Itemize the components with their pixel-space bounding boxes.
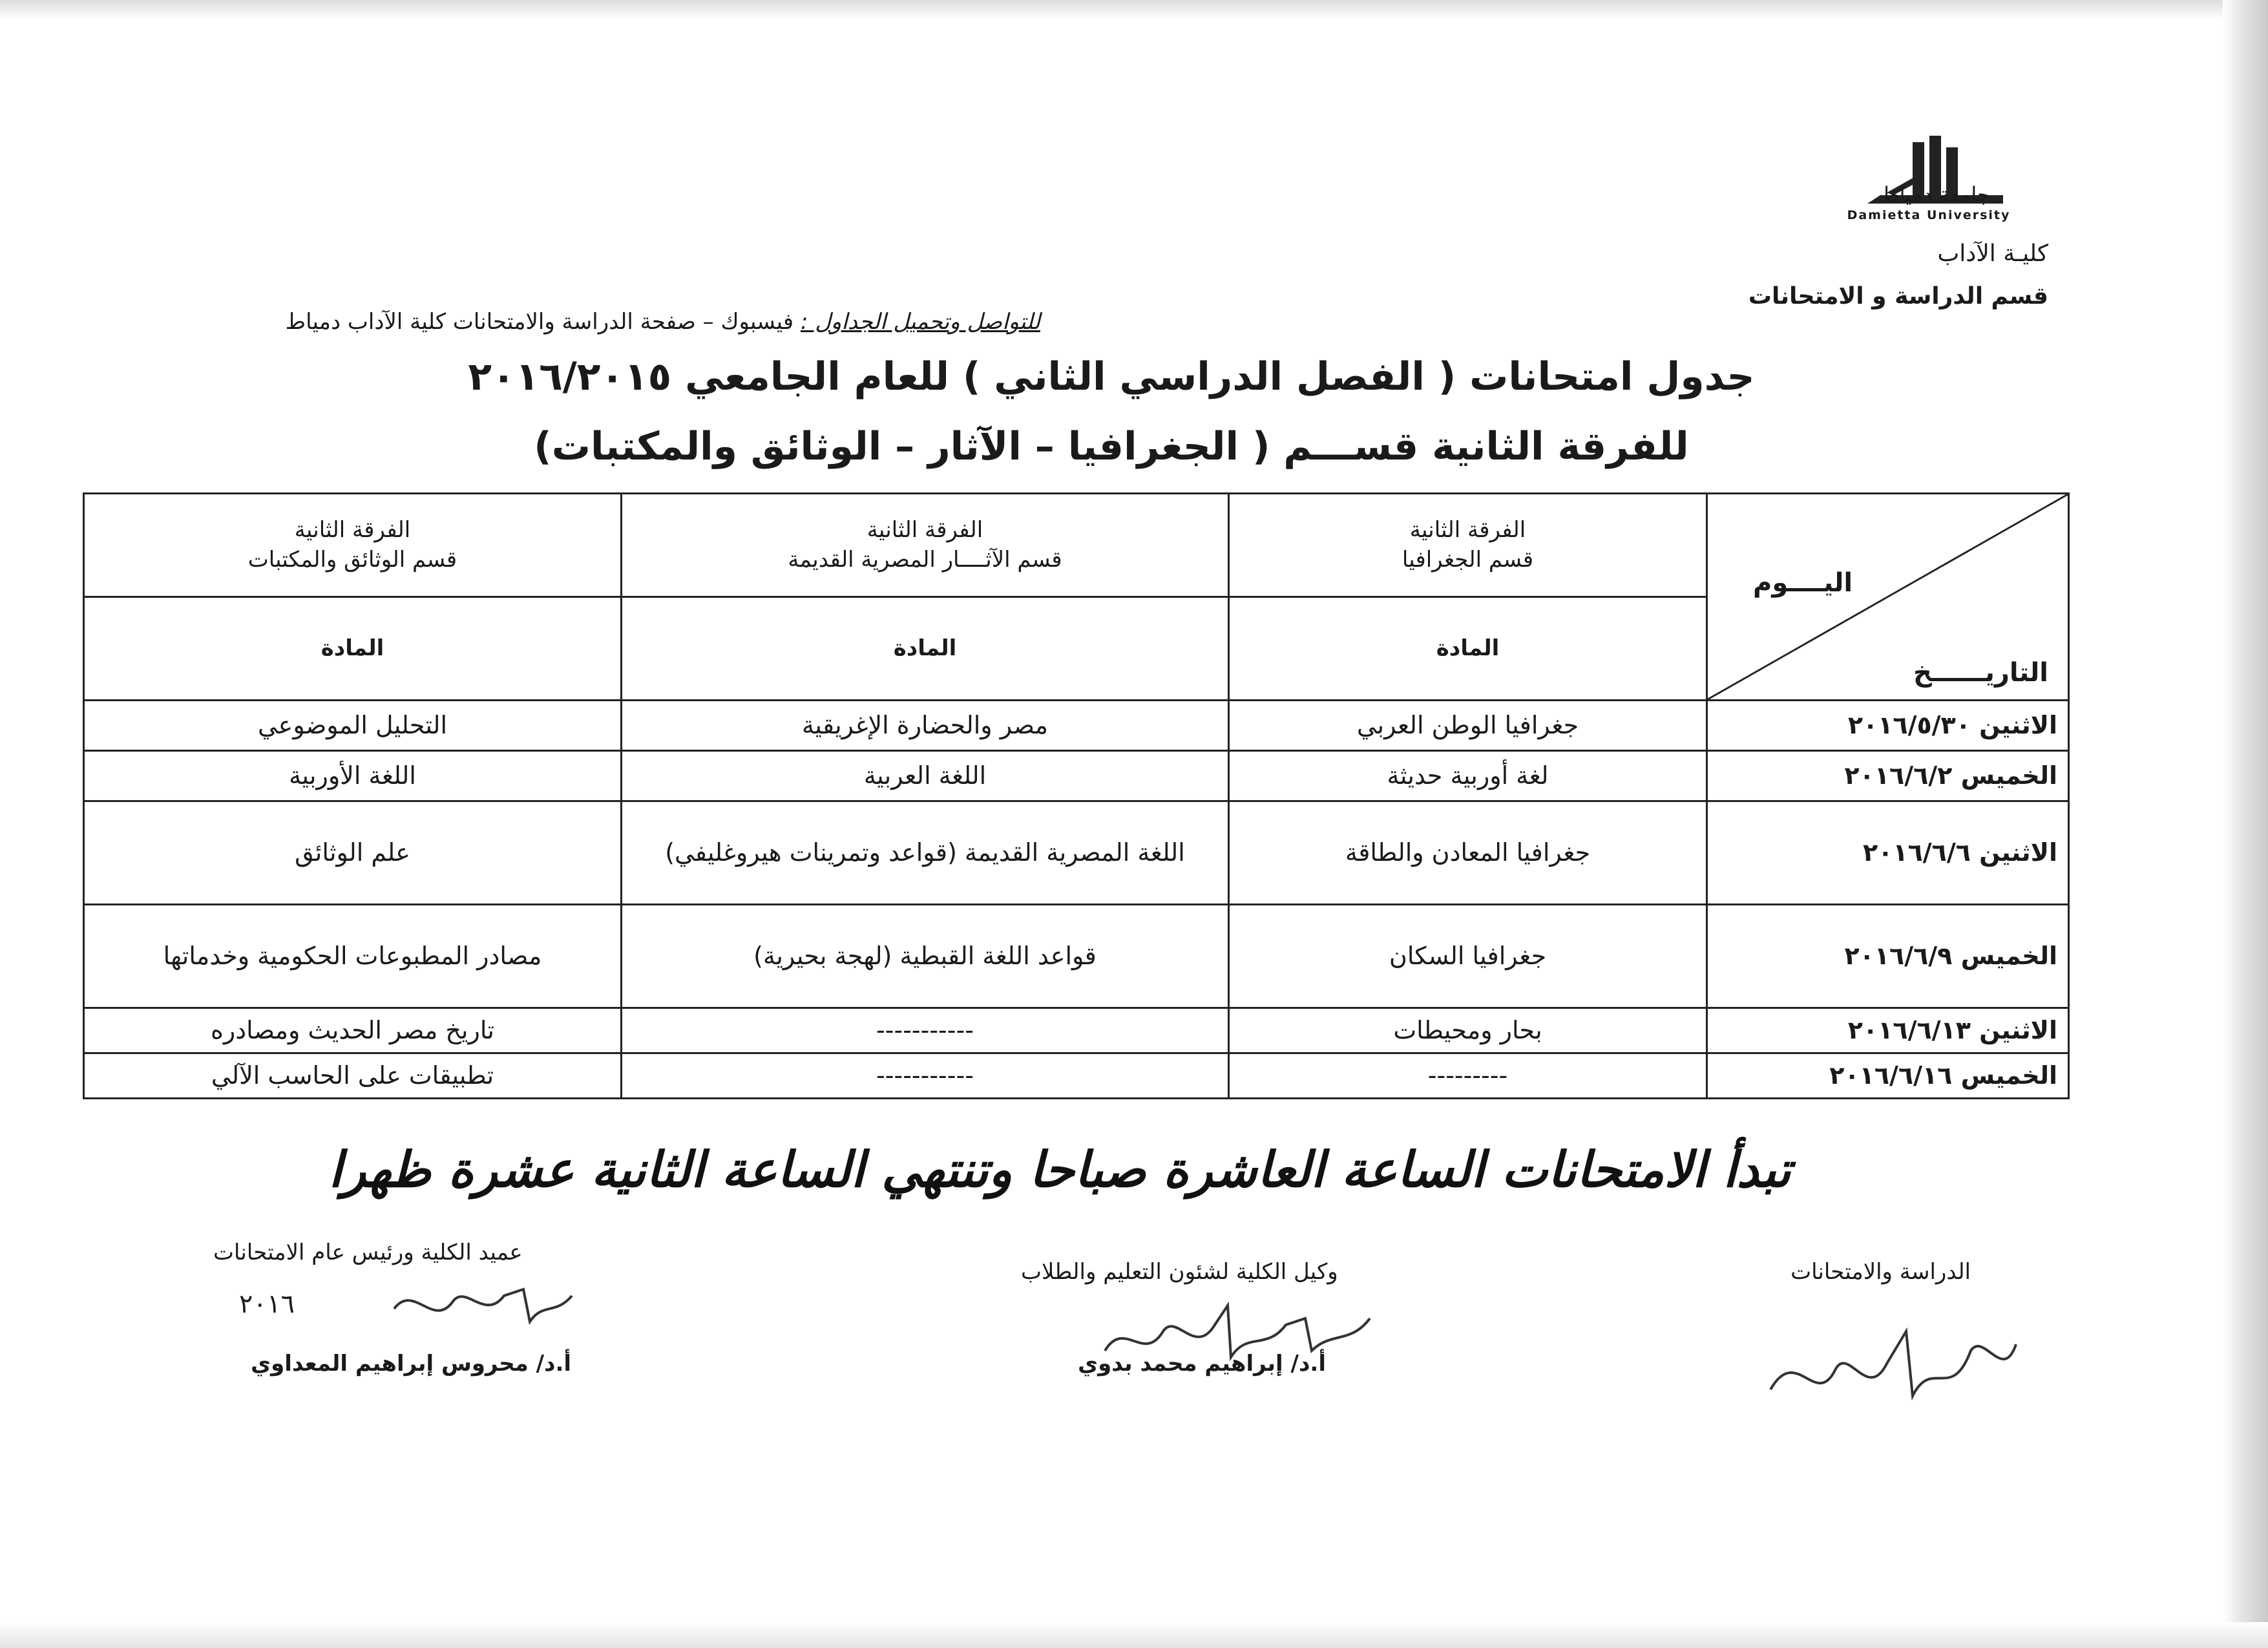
exam-subject: تاريخ مصر الحديث ومصادره [84,1008,622,1053]
table-row [84,1053,2069,1099]
exam-subject: ----------- [622,1008,1229,1053]
exam-subject: جغرافيا المعادن والطاقة [1229,801,1707,905]
page-subtitle: للفرقة الثانية قســـم ( الجغرافيا – الآثار – الوثائق والمكتبات) [534,424,1689,469]
exam-subject: مصر والحضارة الإغريقية [622,701,1229,751]
exam-subject: تطبيقات على الحاسب الآلي [84,1053,622,1099]
column-header-geography [1229,494,1707,597]
signature-studies-title: الدراسة والامتحانات [1790,1259,1971,1285]
table-row [84,751,2069,801]
table-header-row [84,494,2069,597]
corner-cell [1707,494,2069,701]
faculty-name: كليـة الآداب [1937,240,2048,267]
exam-date: الاثنين ٢٠١٦/٦/٦ [1707,801,2069,905]
column-group: الفرقة الثانية [866,516,983,543]
exam-subject: التحليل الموضوعي [84,701,622,751]
exam-date: الاثنين ٢٠١٦/٦/١٣ [1707,1008,2069,1053]
signature-vice-dean-title: وكيل الكلية لشئون التعليم والطلاب [1021,1259,1338,1285]
exam-subject: جغرافيا الوطن العربي [1229,701,1707,751]
column-dept: قسم الجغرافيا [1402,546,1534,573]
exam-subject: اللغة الأوربية [84,751,622,801]
exam-date: الخميس ٢٠١٦/٦/٢ [1707,751,2069,801]
exam-subject: --------- [1229,1053,1707,1099]
column-group: الفرقة الثانية [1409,516,1526,543]
signature-studies-mark [1758,1305,2029,1422]
exam-time-banner: تبدأ الامتحانات الساعة العاشرة صباحا وتنتهي الساعة الثانية عشرة ظهرا [328,1141,1791,1198]
exam-subject: لغة أوربية حديثة [1229,751,1707,801]
department-name: قسم الدراسة و الامتحانات [1748,283,2048,310]
table-row [84,701,2069,751]
column-dept: قسم الوثائق والمكتبات [247,546,457,573]
column-group: الفرقة الثانية [294,516,411,543]
signature-dean-name: أ.د/ محروس إبراهيم المعداوي [251,1351,572,1377]
exam-date: الخميس ٢٠١٦/٦/٩ [1707,905,2069,1008]
corner-date-label: التاريــــــخ [1913,658,2048,688]
corner-day-label: اليــــوم [1753,568,1853,598]
table-row [84,905,2069,1008]
exam-subject: مصادر المطبوعات الحكومية وخدماتها [84,905,622,1008]
exam-date: الخميس ٢٠١٦/٦/١٦ [1707,1053,2069,1099]
column-header-antiquities [622,494,1229,597]
scan-edge-bottom [0,1622,2268,1648]
exam-subject: قواعد اللغة القبطية (لهجة بحيرية) [622,905,1229,1008]
exam-subject: اللغة المصرية القديمة (قواعد وتمرينات هيروغليفي) [622,801,1229,905]
signature-dean-mark [388,1276,575,1335]
exam-subject: علم الوثائق [84,801,622,905]
subject-label: المادة [1229,597,1707,701]
contact-line [285,309,1040,335]
signature-dean-title: عميد الكلية ورئيس عام الامتحانات [213,1240,523,1265]
exam-subject: جغرافيا السكان [1229,905,1707,1008]
table-row [84,1008,2069,1053]
signature-vice-dean-name: أ.د/ إبراهيم محمد بدوي [1078,1351,1326,1377]
contact-label: للتواصل وتحميل الجداول : [800,309,1040,335]
exam-subject: اللغة العربية [622,751,1229,801]
logo-english-name: Damietta University [1847,208,2011,222]
exam-subject: بحار ومحيطات [1229,1008,1707,1053]
column-dept: قسم الآثــــار المصرية القديمة [788,546,1062,573]
exam-date: الاثنين ٢٠١٦/٥/٣٠ [1707,701,2069,751]
signature-dean-handwritten-date: ٢٠١٦ [239,1289,295,1319]
contact-value: فيسبوك – صفحة الدراسة والامتحانات كلية الآداب دمياط [285,309,794,335]
column-header-archives [84,494,622,597]
exam-subject: ----------- [622,1053,1229,1099]
page-title: جدول امتحانات ( الفصل الدراسي الثاني ) للعام الجامعي ٢٠١٦/٢٠١٥ [468,354,1755,399]
subject-label: المادة [622,597,1229,701]
table-row [84,801,2069,905]
scan-edge-right [2223,0,2268,1648]
logo-arabic-name: جامعة دمياط [1880,182,1990,207]
subject-label: المادة [84,597,622,701]
exam-schedule-table [83,492,2070,1099]
scan-edge-top [0,0,2268,19]
